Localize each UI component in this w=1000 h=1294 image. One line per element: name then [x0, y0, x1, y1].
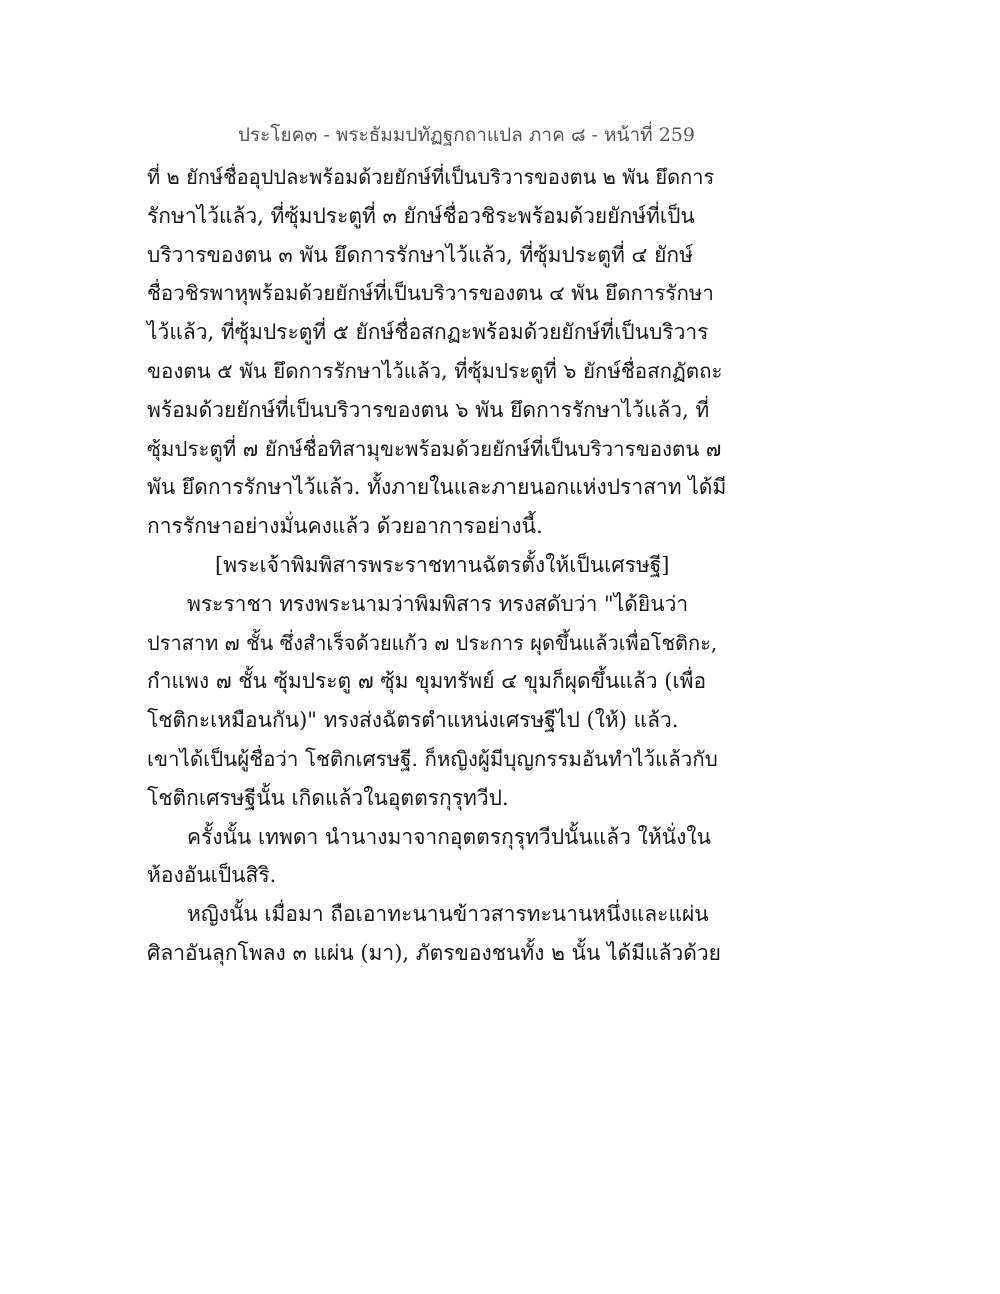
text-line: พัน ยึดการรักษาไว้แล้ว. ทั้งภายในและภายนอกแห่งปราสาท ได้มี [147, 475, 727, 500]
text-line: บริวารของตน ๓ พัน ยึดการรักษาไว้แล้ว, ที่ซุ้มประตูที่ ๔ ยักษ์ [147, 242, 693, 267]
text-line: พร้อมด้วยยักษ์ที่เป็นบริวารของตน ๖ พัน ยึดการรักษาไว้แล้ว, ที่ [147, 397, 710, 422]
paragraph-start: พระราชา ทรงพระนามว่าพิมพิสาร ทรงสดับว่า "ได้ยินว่า [187, 591, 689, 616]
paragraph-start: ครั้งนั้น เทพดา นำนางมาจากอุตตรกุรุทวีปนั้นแล้ว ให้นั่งใน [187, 824, 711, 849]
text-line: ห้องอันเป็นสิริ. [147, 863, 277, 888]
paragraph-start: หญิงนั้น เมื่อมา ถือเอาทะนานข้าวสารทะนานหนึ่งและแผ่น [187, 902, 709, 927]
text-line: โชติกะเหมือนกัน)" ทรงส่งฉัตรตำแหน่งเศรษฐีไป (ให้) แล้ว. [147, 708, 679, 733]
text-line: ไว้แล้ว, ที่ซุ้มประตูที่ ๕ ยักษ์ชื่อสกฏะพร้อมด้วยยักษ์ที่เป็นบริวาร [147, 320, 709, 345]
text-line: ชื่อวชิรพาหุพร้อมด้วยยักษ์ที่เป็นบริวารของตน ๔ พัน ยึดการรักษา [147, 281, 714, 306]
text-line: ปราสาท ๗ ชั้น ซึ่งสำเร็จด้วยแก้ว ๗ ประการ ผุดขึ้นแล้วเพื่อโชติกะ, [147, 630, 718, 655]
text-line: ศิลาอันลุกโพลง ๓ แผ่น (มา), ภัตรของชนทั้ง ๒ นั้น ได้มีแล้วด้วย [147, 940, 721, 965]
section-heading: [พระเจ้าพิมพิสารพระราชทานฉัตรตั้งให้เป็นเศรษฐี] [215, 552, 670, 577]
body-text [147, 158, 727, 973]
running-header: ประโยค๓ - พระธัมมปทัฏฐกถาแปล ภาค ๘ - หน้าที่ 259 [237, 124, 695, 146]
text-line: ซุ้มประตูที่ ๗ ยักษ์ชื่อทิสามุขะพร้อมด้วยยักษ์ที่เป็นบริวารของตน ๗ [147, 436, 722, 461]
text-line: รักษาไว้แล้ว, ที่ซุ้มประตูที่ ๓ ยักษ์ชื่อวชิระพร้อมด้วยยักษ์ที่เป็น [147, 203, 695, 228]
text-line: เขาได้เป็นผู้ชื่อว่า โชติกเศรษฐี. ก็หญิงผู้มีบุญกรรมอันทำไว้แล้วกับ [147, 746, 718, 771]
text-line: ของตน ๕ พัน ยึดการรักษาไว้แล้ว, ที่ซุ้มประตูที่ ๖ ยักษ์ชื่อสกฏัตถะ [147, 358, 723, 383]
text-line: โชติกเศรษฐีนั้น เกิดแล้วในอุตตรกุรุทวีป. [147, 785, 509, 810]
text-line: การรักษาอย่างมั่นคงแล้ว ด้วยอาการอย่างนี้. [147, 514, 543, 539]
text-line: ที่ ๒ ยักษ์ชื่ออุปปละพร้อมด้วยยักษ์ที่เป็นบริวารของตน ๒ พัน ยึดการ [147, 165, 715, 189]
text-line: กำแพง ๗ ชั้น ซุ้มประตู ๗ ซุ้ม ขุมทรัพย์ ๔ ขุมก็ผุดขึ้นแล้ว (เพื่อ [147, 669, 707, 694]
